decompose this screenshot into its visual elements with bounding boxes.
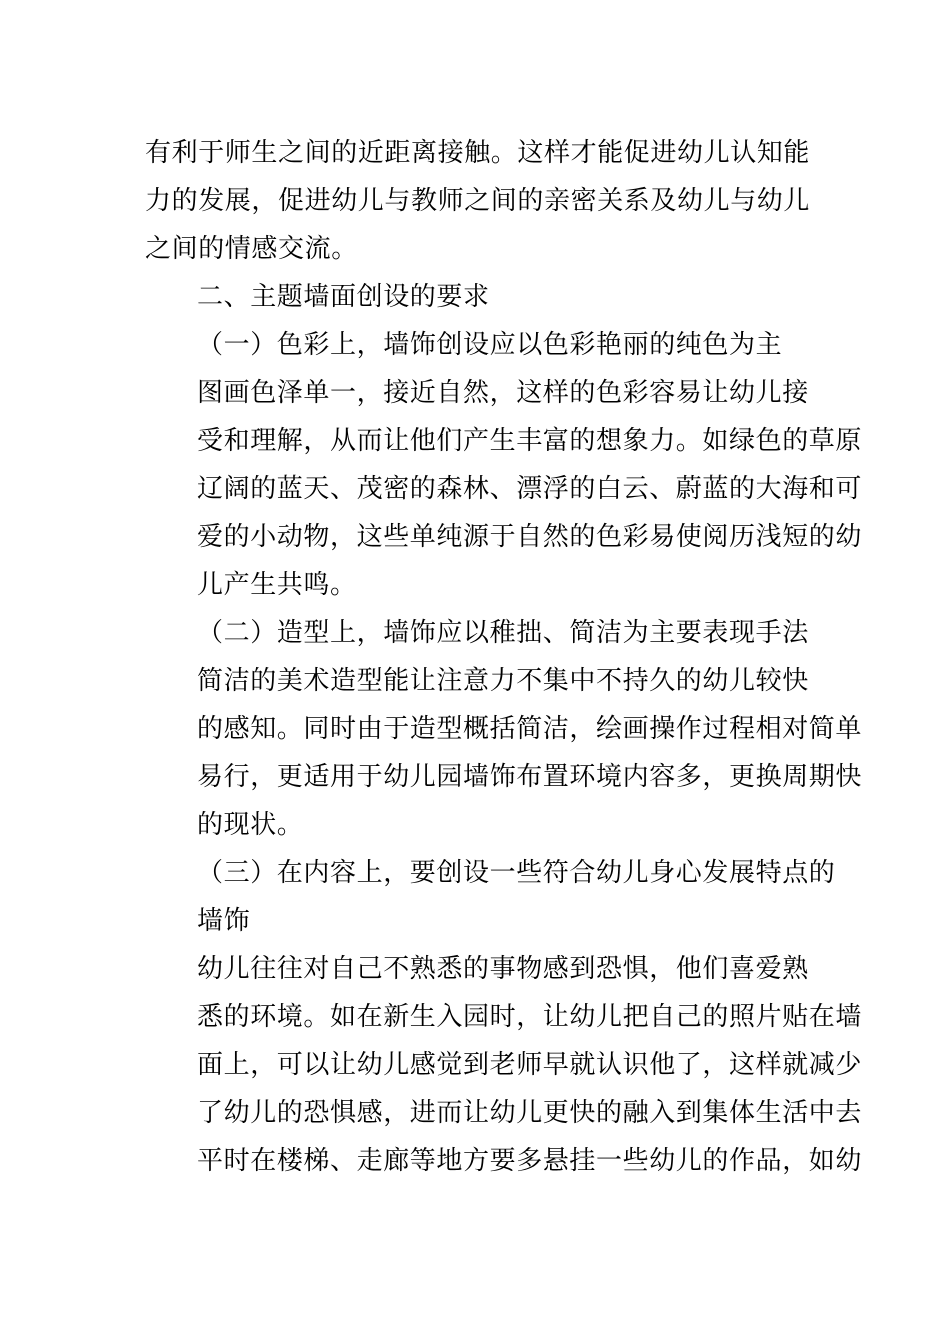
text-line: 之间的情感交流。	[145, 234, 358, 264]
body-paragraph	[145, 321, 807, 369]
body-paragraph	[145, 609, 807, 657]
text-line: 有利于师生之间的近距离接触。这样才能促进幼儿认知能	[145, 138, 811, 168]
text-line: 受和理解，从而让他们产生丰富的想象力。如绿色的草原	[197, 426, 863, 456]
text-line: 简洁的美术造型能让注意力不集中不持久的幼儿较快	[197, 666, 809, 696]
text-line: 二、主题墙面创设的要求	[197, 282, 490, 312]
body-paragraph	[145, 273, 807, 321]
text-line: 了幼儿的恐惧感，进而让幼儿更快的融入到集体生活中去	[197, 1098, 863, 1128]
text-line: 幼儿往往对自己不熟悉的事物感到恐惧，他们喜爱熟	[197, 954, 809, 984]
text-line: 面上，可以让幼儿感觉到老师早就认识他了，这样就减少	[197, 1050, 863, 1080]
text-line: 爱的小动物，这些单纯源于自然的色彩易使阅历浅短的幼	[197, 522, 863, 552]
text-line: 悉的环境。如在新生入园时，让幼儿把自己的照片贴在墙	[197, 1002, 863, 1032]
document-page	[145, 129, 863, 1185]
text-line: 墙饰	[197, 906, 251, 936]
text-line: 平时在楼梯、走廊等地方要多悬挂一些幼儿的作品，如幼	[197, 1146, 863, 1176]
body-paragraph	[145, 657, 863, 849]
body-paragraph	[145, 129, 811, 273]
text-line: 儿产生共鸣。	[197, 570, 357, 600]
text-line: 力的发展，促进幼儿与教师之间的亲密关系及幼儿与幼儿	[145, 186, 811, 216]
text-line: （三）在内容上，要创设一些符合幼儿身心发展特点的	[197, 858, 836, 888]
text-line: 的现状。	[197, 810, 304, 840]
text-line: 易行，更适用于幼儿园墙饰布置环境内容多，更换周期快	[197, 762, 863, 792]
body-paragraph	[145, 945, 863, 1185]
text-line: 的感知。同时由于造型概括简洁，绘画操作过程相对简单	[197, 714, 863, 744]
text-line: 图画色泽单一，接近自然，这样的色彩容易让幼儿接	[197, 378, 809, 408]
text-line: 辽阔的蓝天、茂密的森林、漂浮的白云、蔚蓝的大海和可	[197, 474, 863, 504]
body-paragraph	[145, 849, 836, 945]
text-line: （二）造型上，墙饰应以稚拙、简洁为主要表现手法	[197, 618, 809, 648]
body-paragraph	[145, 369, 863, 609]
text-line: （一）色彩上，墙饰创设应以色彩艳丽的纯色为主	[197, 330, 783, 360]
